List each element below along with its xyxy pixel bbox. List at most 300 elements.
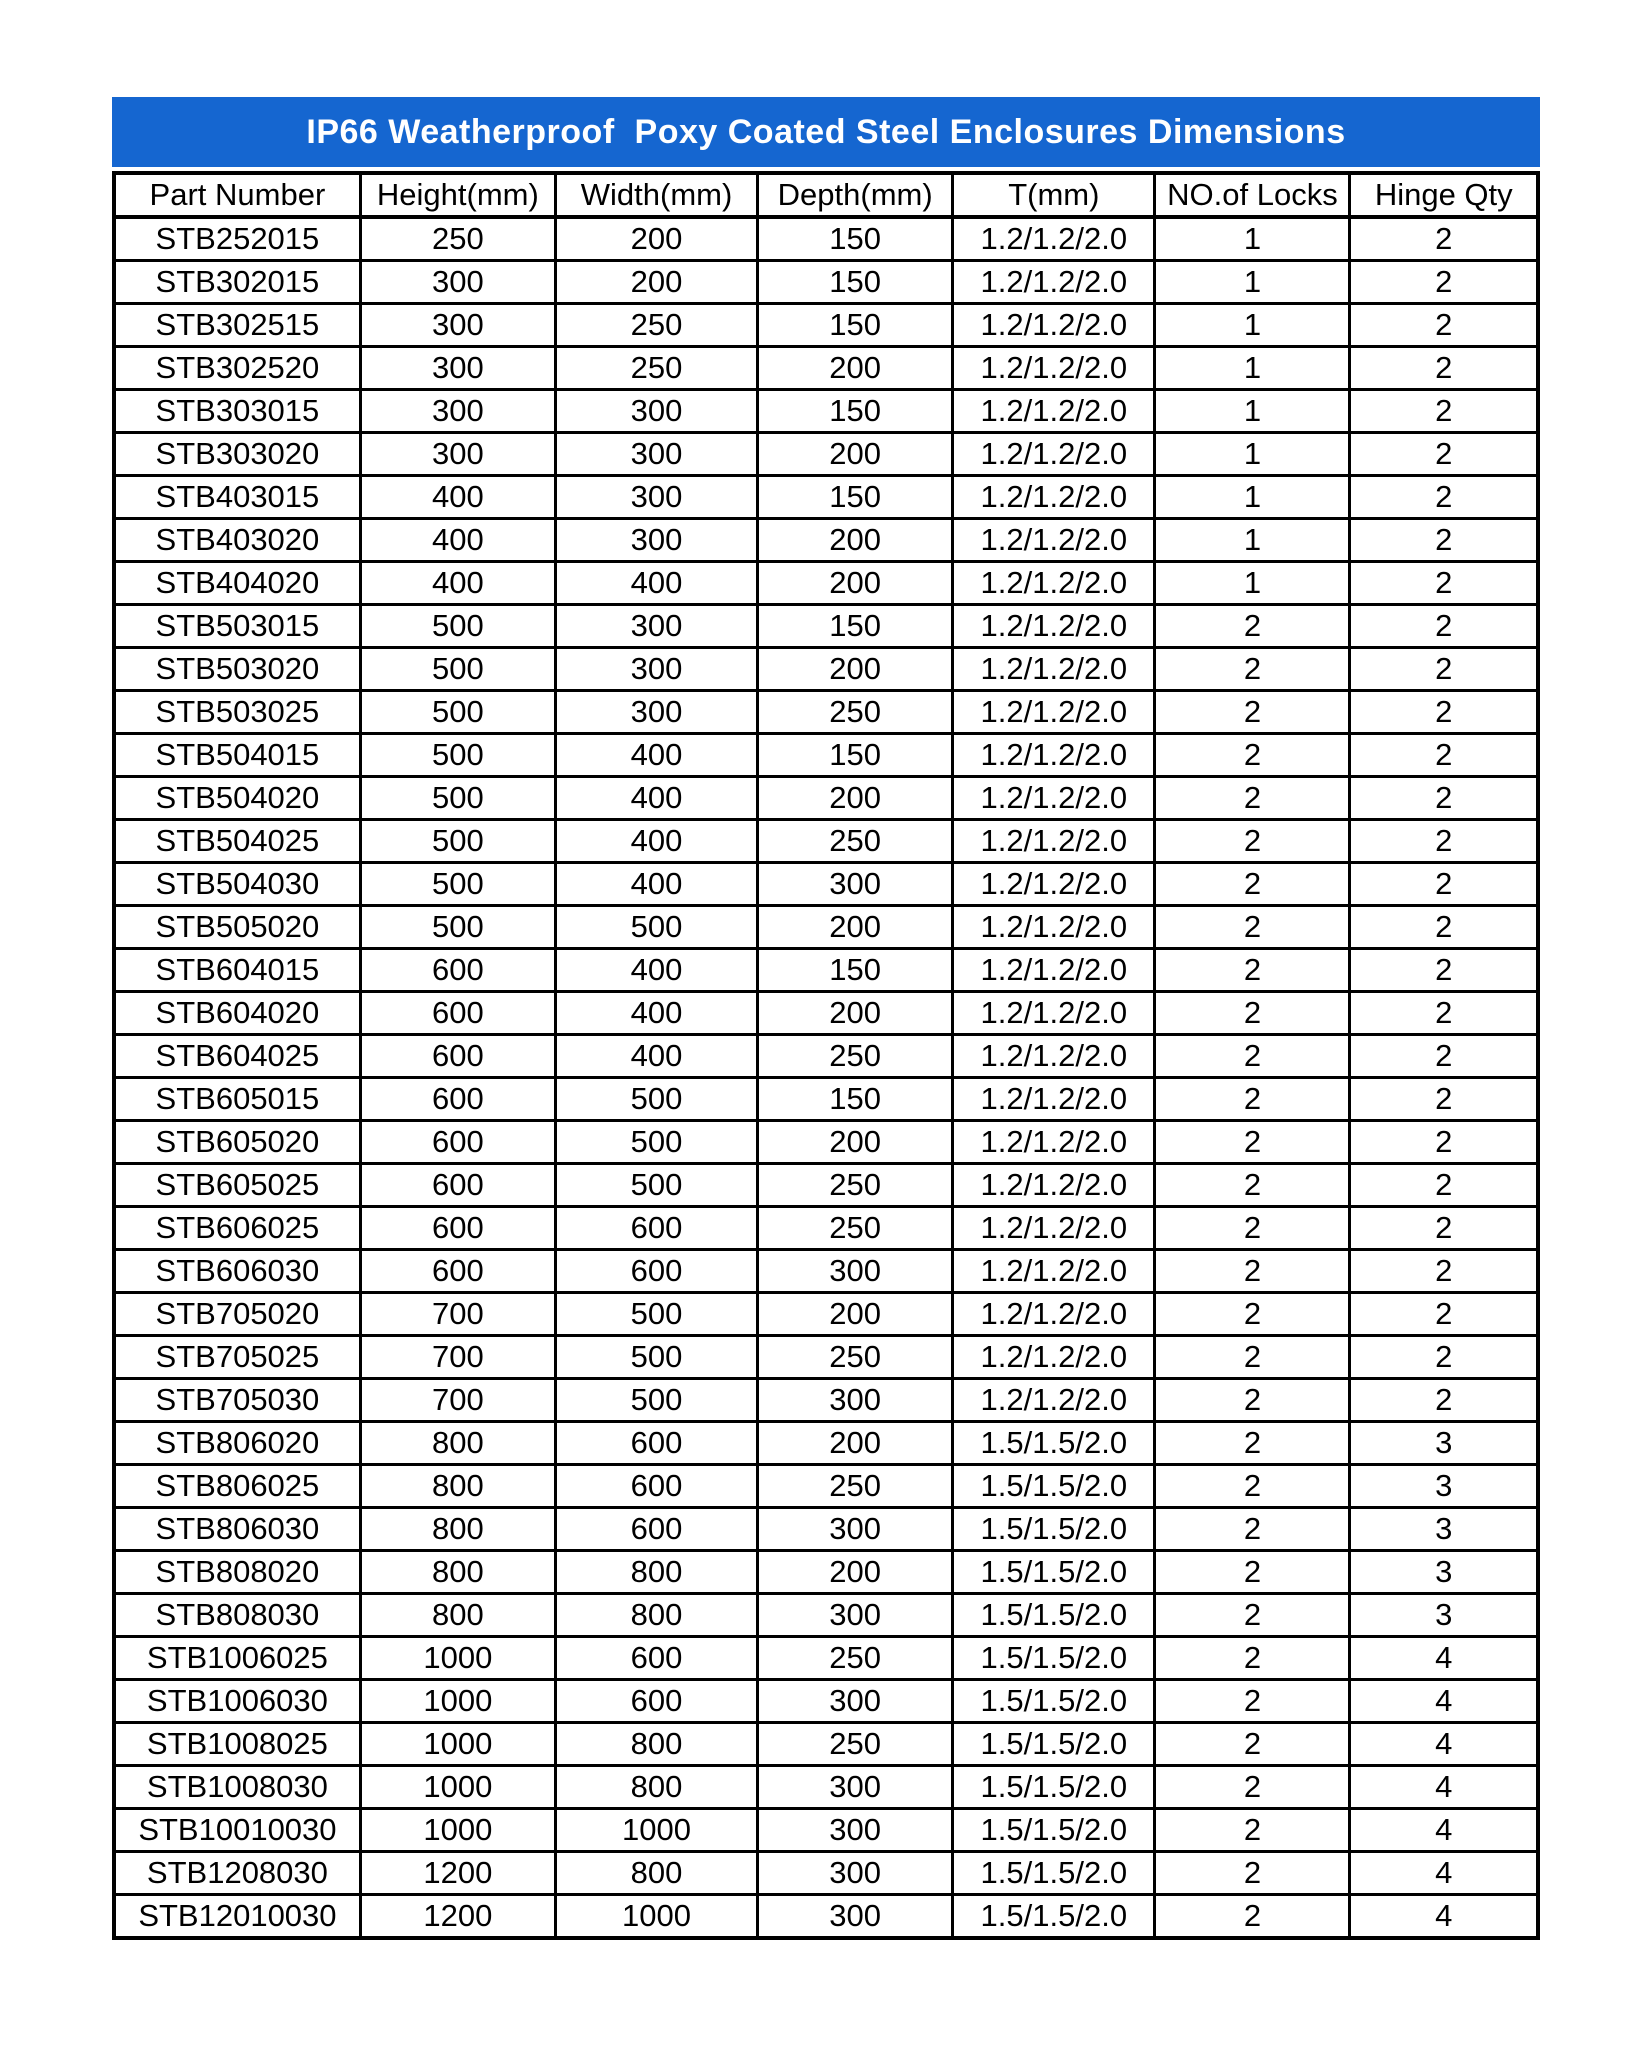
cell: 250 xyxy=(555,347,757,390)
cell: 4 xyxy=(1350,1637,1538,1680)
cell: 2 xyxy=(1155,1293,1350,1336)
table-row xyxy=(114,691,1538,734)
cell: 400 xyxy=(360,476,555,519)
cell: STB606025 xyxy=(114,1207,360,1250)
cell: 300 xyxy=(360,390,555,433)
cell: 4 xyxy=(1350,1766,1538,1809)
cell: 2 xyxy=(1155,605,1350,648)
table-row xyxy=(114,1637,1538,1680)
enclosure-dimensions-table xyxy=(112,171,1540,1940)
cell: STB302015 xyxy=(114,261,360,304)
cell: 150 xyxy=(758,1078,953,1121)
cell: 300 xyxy=(758,1766,953,1809)
cell: 500 xyxy=(360,734,555,777)
cell: 2 xyxy=(1155,1465,1350,1508)
cell: 1.5/1.5/2.0 xyxy=(953,1551,1155,1594)
cell: 1.2/1.2/2.0 xyxy=(953,519,1155,562)
table-row xyxy=(114,1465,1538,1508)
cell: 1.2/1.2/2.0 xyxy=(953,863,1155,906)
column-header: Width(mm) xyxy=(555,173,757,217)
cell: 1.2/1.2/2.0 xyxy=(953,1336,1155,1379)
table-row xyxy=(114,949,1538,992)
cell: 1000 xyxy=(360,1637,555,1680)
cell: 4 xyxy=(1350,1680,1538,1723)
cell: 250 xyxy=(758,820,953,863)
cell: 1.5/1.5/2.0 xyxy=(953,1594,1155,1637)
cell: 2 xyxy=(1155,1766,1350,1809)
cell: 2 xyxy=(1155,992,1350,1035)
cell: 300 xyxy=(360,347,555,390)
cell: 2 xyxy=(1155,949,1350,992)
cell: 1.2/1.2/2.0 xyxy=(953,476,1155,519)
cell: 2 xyxy=(1155,1250,1350,1293)
enclosure-dimensions-block xyxy=(112,97,1540,1940)
cell: 250 xyxy=(360,217,555,261)
cell: 300 xyxy=(758,1250,953,1293)
cell: STB808020 xyxy=(114,1551,360,1594)
cell: 2 xyxy=(1155,1207,1350,1250)
cell: STB605020 xyxy=(114,1121,360,1164)
cell: 200 xyxy=(758,992,953,1035)
cell: 1.5/1.5/2.0 xyxy=(953,1852,1155,1895)
cell: 1000 xyxy=(360,1766,555,1809)
table-row xyxy=(114,1852,1538,1895)
table-row xyxy=(114,433,1538,476)
cell: 2 xyxy=(1350,1379,1538,1422)
cell: 2 xyxy=(1350,1164,1538,1207)
cell: 300 xyxy=(555,519,757,562)
cell: 600 xyxy=(360,949,555,992)
cell: 1.5/1.5/2.0 xyxy=(953,1680,1155,1723)
cell: 1.5/1.5/2.0 xyxy=(953,1895,1155,1939)
cell: 1200 xyxy=(360,1895,555,1939)
cell: 800 xyxy=(555,1852,757,1895)
cell: 1.2/1.2/2.0 xyxy=(953,1164,1155,1207)
table-row xyxy=(114,1766,1538,1809)
cell: 200 xyxy=(758,1121,953,1164)
cell: STB404020 xyxy=(114,562,360,605)
cell: STB806020 xyxy=(114,1422,360,1465)
cell: 800 xyxy=(360,1594,555,1637)
table-row xyxy=(114,1723,1538,1766)
cell: 150 xyxy=(758,304,953,347)
cell: 500 xyxy=(360,605,555,648)
cell: 200 xyxy=(758,1422,953,1465)
cell: 2 xyxy=(1155,863,1350,906)
cell: 200 xyxy=(758,1293,953,1336)
table-title: IP66 Weatherproof Poxy Coated Steel Enclosures Dimensions xyxy=(112,97,1540,167)
cell: STB806030 xyxy=(114,1508,360,1551)
cell: STB705030 xyxy=(114,1379,360,1422)
cell: STB504030 xyxy=(114,863,360,906)
cell: 500 xyxy=(555,906,757,949)
cell: 1 xyxy=(1155,562,1350,605)
cell: 1.5/1.5/2.0 xyxy=(953,1766,1155,1809)
cell: 800 xyxy=(360,1508,555,1551)
header-row xyxy=(114,173,1538,217)
cell: 2 xyxy=(1155,1637,1350,1680)
cell: 300 xyxy=(555,605,757,648)
cell: 800 xyxy=(555,1594,757,1637)
cell: STB303015 xyxy=(114,390,360,433)
cell: 250 xyxy=(758,1465,953,1508)
cell: 2 xyxy=(1350,519,1538,562)
table-row xyxy=(114,1164,1538,1207)
cell: 700 xyxy=(360,1293,555,1336)
cell: 400 xyxy=(555,820,757,863)
table-row xyxy=(114,1895,1538,1939)
column-header: Part Number xyxy=(114,173,360,217)
cell: 200 xyxy=(758,519,953,562)
cell: 600 xyxy=(360,1035,555,1078)
cell: 1.2/1.2/2.0 xyxy=(953,820,1155,863)
cell: 500 xyxy=(555,1379,757,1422)
cell: 300 xyxy=(360,304,555,347)
cell: STB504025 xyxy=(114,820,360,863)
cell: 1.2/1.2/2.0 xyxy=(953,304,1155,347)
cell: 1.5/1.5/2.0 xyxy=(953,1465,1155,1508)
cell: 2 xyxy=(1155,1508,1350,1551)
cell: 1 xyxy=(1155,519,1350,562)
cell: 600 xyxy=(555,1207,757,1250)
cell: STB705025 xyxy=(114,1336,360,1379)
cell: 3 xyxy=(1350,1465,1538,1508)
column-header: T(mm) xyxy=(953,173,1155,217)
cell: 1.2/1.2/2.0 xyxy=(953,1207,1155,1250)
cell: 1 xyxy=(1155,476,1350,519)
table-row xyxy=(114,777,1538,820)
cell: 1.2/1.2/2.0 xyxy=(953,906,1155,949)
cell: 1000 xyxy=(555,1895,757,1939)
cell: 800 xyxy=(360,1551,555,1594)
cell: 250 xyxy=(758,1207,953,1250)
table-row xyxy=(114,992,1538,1035)
cell: 800 xyxy=(555,1723,757,1766)
cell: 2 xyxy=(1155,1723,1350,1766)
cell: 3 xyxy=(1350,1594,1538,1637)
cell: 1.2/1.2/2.0 xyxy=(953,1121,1155,1164)
cell: 2 xyxy=(1350,304,1538,347)
cell: 2 xyxy=(1350,1336,1538,1379)
cell: 1200 xyxy=(360,1852,555,1895)
cell: STB252015 xyxy=(114,217,360,261)
cell: 600 xyxy=(360,1207,555,1250)
cell: 2 xyxy=(1155,691,1350,734)
cell: 800 xyxy=(360,1465,555,1508)
cell: 400 xyxy=(555,1035,757,1078)
cell: 200 xyxy=(758,433,953,476)
table-row xyxy=(114,1035,1538,1078)
cell: 200 xyxy=(758,1551,953,1594)
cell: 1.2/1.2/2.0 xyxy=(953,1078,1155,1121)
cell: 200 xyxy=(758,777,953,820)
cell: 2 xyxy=(1350,1250,1538,1293)
column-header: Depth(mm) xyxy=(758,173,953,217)
cell: 400 xyxy=(555,949,757,992)
table-row xyxy=(114,906,1538,949)
cell: 600 xyxy=(360,992,555,1035)
cell: 3 xyxy=(1350,1508,1538,1551)
table-row xyxy=(114,476,1538,519)
cell: 600 xyxy=(360,1121,555,1164)
cell: STB808030 xyxy=(114,1594,360,1637)
cell: 2 xyxy=(1350,347,1538,390)
cell: 2 xyxy=(1350,562,1538,605)
cell: STB1008025 xyxy=(114,1723,360,1766)
table-row xyxy=(114,1121,1538,1164)
column-header: NO.of Locks xyxy=(1155,173,1350,217)
cell: 2 xyxy=(1350,433,1538,476)
cell: 2 xyxy=(1155,1379,1350,1422)
cell: 1000 xyxy=(360,1723,555,1766)
cell: STB705020 xyxy=(114,1293,360,1336)
cell: 150 xyxy=(758,390,953,433)
cell: 300 xyxy=(758,1508,953,1551)
cell: 300 xyxy=(555,476,757,519)
cell: 600 xyxy=(555,1422,757,1465)
cell: STB503015 xyxy=(114,605,360,648)
cell: 1 xyxy=(1155,347,1350,390)
cell: 250 xyxy=(758,1723,953,1766)
cell: 600 xyxy=(555,1508,757,1551)
cell: STB303020 xyxy=(114,433,360,476)
cell: 1.5/1.5/2.0 xyxy=(953,1637,1155,1680)
cell: 2 xyxy=(1155,734,1350,777)
cell: 500 xyxy=(555,1164,757,1207)
cell: 2 xyxy=(1350,648,1538,691)
cell: 2 xyxy=(1155,1078,1350,1121)
cell: 1.2/1.2/2.0 xyxy=(953,1379,1155,1422)
cell: 150 xyxy=(758,605,953,648)
cell: 2 xyxy=(1350,1035,1538,1078)
cell: 3 xyxy=(1350,1422,1538,1465)
table-row xyxy=(114,820,1538,863)
cell: 2 xyxy=(1350,605,1538,648)
cell: STB604025 xyxy=(114,1035,360,1078)
cell: 1.2/1.2/2.0 xyxy=(953,691,1155,734)
cell: 2 xyxy=(1155,1895,1350,1939)
cell: STB606030 xyxy=(114,1250,360,1293)
cell: STB605025 xyxy=(114,1164,360,1207)
cell: 800 xyxy=(360,1422,555,1465)
cell: 300 xyxy=(758,1680,953,1723)
cell: 1.5/1.5/2.0 xyxy=(953,1723,1155,1766)
cell: 250 xyxy=(758,1336,953,1379)
cell: 500 xyxy=(360,648,555,691)
cell: 2 xyxy=(1350,691,1538,734)
cell: 700 xyxy=(360,1336,555,1379)
cell: 500 xyxy=(360,863,555,906)
cell: 2 xyxy=(1155,906,1350,949)
cell: 2 xyxy=(1350,1078,1538,1121)
cell: 2 xyxy=(1350,476,1538,519)
cell: 1.2/1.2/2.0 xyxy=(953,217,1155,261)
cell: STB1006025 xyxy=(114,1637,360,1680)
cell: STB504015 xyxy=(114,734,360,777)
table-row xyxy=(114,1336,1538,1379)
cell: 2 xyxy=(1350,949,1538,992)
cell: 400 xyxy=(555,734,757,777)
cell: STB403015 xyxy=(114,476,360,519)
cell: STB1008030 xyxy=(114,1766,360,1809)
cell: 600 xyxy=(360,1078,555,1121)
cell: 4 xyxy=(1350,1723,1538,1766)
cell: 400 xyxy=(360,519,555,562)
cell: 2 xyxy=(1155,1121,1350,1164)
cell: 2 xyxy=(1155,648,1350,691)
cell: 600 xyxy=(555,1250,757,1293)
cell: 1.2/1.2/2.0 xyxy=(953,390,1155,433)
cell: 1.2/1.2/2.0 xyxy=(953,562,1155,605)
cell: 1 xyxy=(1155,433,1350,476)
cell: 300 xyxy=(758,1852,953,1895)
table-row xyxy=(114,562,1538,605)
cell: 1.2/1.2/2.0 xyxy=(953,949,1155,992)
cell: STB503020 xyxy=(114,648,360,691)
cell: STB302520 xyxy=(114,347,360,390)
cell: 1 xyxy=(1155,261,1350,304)
table-body xyxy=(114,217,1538,1938)
cell: 1.5/1.5/2.0 xyxy=(953,1508,1155,1551)
table-header xyxy=(114,173,1538,217)
cell: 300 xyxy=(758,1895,953,1939)
cell: 400 xyxy=(360,562,555,605)
cell: 2 xyxy=(1155,777,1350,820)
table-row xyxy=(114,1809,1538,1852)
cell: STB1208030 xyxy=(114,1852,360,1895)
cell: 1.2/1.2/2.0 xyxy=(953,347,1155,390)
cell: 1 xyxy=(1155,304,1350,347)
cell: 2 xyxy=(1155,1035,1350,1078)
table-row xyxy=(114,1207,1538,1250)
cell: 500 xyxy=(360,820,555,863)
cell: 200 xyxy=(758,906,953,949)
cell: 150 xyxy=(758,734,953,777)
cell: STB604015 xyxy=(114,949,360,992)
cell: 2 xyxy=(1350,863,1538,906)
cell: 1.2/1.2/2.0 xyxy=(953,734,1155,777)
cell: 2 xyxy=(1155,1809,1350,1852)
cell: 1000 xyxy=(360,1680,555,1723)
cell: 2 xyxy=(1155,1422,1350,1465)
cell: 600 xyxy=(555,1465,757,1508)
cell: 2 xyxy=(1350,906,1538,949)
cell: 300 xyxy=(555,433,757,476)
cell: 2 xyxy=(1350,777,1538,820)
cell: STB302515 xyxy=(114,304,360,347)
cell: STB1006030 xyxy=(114,1680,360,1723)
table-row xyxy=(114,347,1538,390)
cell: 4 xyxy=(1350,1895,1538,1939)
cell: 200 xyxy=(758,562,953,605)
cell: 200 xyxy=(555,217,757,261)
table-row xyxy=(114,217,1538,261)
cell: 2 xyxy=(1350,734,1538,777)
cell: 500 xyxy=(360,906,555,949)
cell: 500 xyxy=(360,777,555,820)
cell: 2 xyxy=(1155,1852,1350,1895)
cell: 1.5/1.5/2.0 xyxy=(953,1422,1155,1465)
cell: 250 xyxy=(758,1637,953,1680)
cell: 600 xyxy=(360,1164,555,1207)
cell: 400 xyxy=(555,863,757,906)
cell: 600 xyxy=(555,1637,757,1680)
cell: 400 xyxy=(555,562,757,605)
cell: 300 xyxy=(360,433,555,476)
cell: 2 xyxy=(1350,1207,1538,1250)
cell: STB403020 xyxy=(114,519,360,562)
cell: 500 xyxy=(555,1293,757,1336)
cell: 500 xyxy=(360,691,555,734)
cell: STB503025 xyxy=(114,691,360,734)
cell: 1.2/1.2/2.0 xyxy=(953,1250,1155,1293)
table-row xyxy=(114,390,1538,433)
cell: 150 xyxy=(758,261,953,304)
cell: 4 xyxy=(1350,1809,1538,1852)
cell: 4 xyxy=(1350,1852,1538,1895)
cell: 300 xyxy=(360,261,555,304)
table-row xyxy=(114,1680,1538,1723)
table-row xyxy=(114,648,1538,691)
cell: 300 xyxy=(758,863,953,906)
cell: 400 xyxy=(555,992,757,1035)
cell: 300 xyxy=(758,1809,953,1852)
cell: 3 xyxy=(1350,1551,1538,1594)
cell: 1.2/1.2/2.0 xyxy=(953,605,1155,648)
cell: 2 xyxy=(1350,1293,1538,1336)
cell: 200 xyxy=(555,261,757,304)
cell: STB806025 xyxy=(114,1465,360,1508)
cell: 1.2/1.2/2.0 xyxy=(953,992,1155,1035)
cell: STB504020 xyxy=(114,777,360,820)
cell: 1.2/1.2/2.0 xyxy=(953,433,1155,476)
cell: 2 xyxy=(1155,1680,1350,1723)
cell: STB12010030 xyxy=(114,1895,360,1939)
column-header: Height(mm) xyxy=(360,173,555,217)
table-row xyxy=(114,304,1538,347)
cell: 1000 xyxy=(555,1809,757,1852)
cell: 1000 xyxy=(360,1809,555,1852)
cell: 200 xyxy=(758,347,953,390)
cell: STB505020 xyxy=(114,906,360,949)
table-row xyxy=(114,1250,1538,1293)
cell: 2 xyxy=(1350,217,1538,261)
cell: 2 xyxy=(1350,390,1538,433)
table-row xyxy=(114,1508,1538,1551)
table-row xyxy=(114,1594,1538,1637)
cell: 250 xyxy=(758,691,953,734)
cell: 150 xyxy=(758,949,953,992)
cell: 500 xyxy=(555,1121,757,1164)
table-row xyxy=(114,605,1538,648)
table-row xyxy=(114,1379,1538,1422)
cell: 1.5/1.5/2.0 xyxy=(953,1809,1155,1852)
cell: 300 xyxy=(555,691,757,734)
cell: 500 xyxy=(555,1078,757,1121)
cell: 2 xyxy=(1350,261,1538,304)
table-row xyxy=(114,1293,1538,1336)
cell: 700 xyxy=(360,1379,555,1422)
cell: 300 xyxy=(555,390,757,433)
cell: 250 xyxy=(758,1164,953,1207)
cell: 1 xyxy=(1155,390,1350,433)
cell: 2 xyxy=(1350,1121,1538,1164)
table-row xyxy=(114,1422,1538,1465)
cell: 600 xyxy=(555,1680,757,1723)
cell: 2 xyxy=(1155,1164,1350,1207)
table-row xyxy=(114,1551,1538,1594)
cell: 1.2/1.2/2.0 xyxy=(953,261,1155,304)
